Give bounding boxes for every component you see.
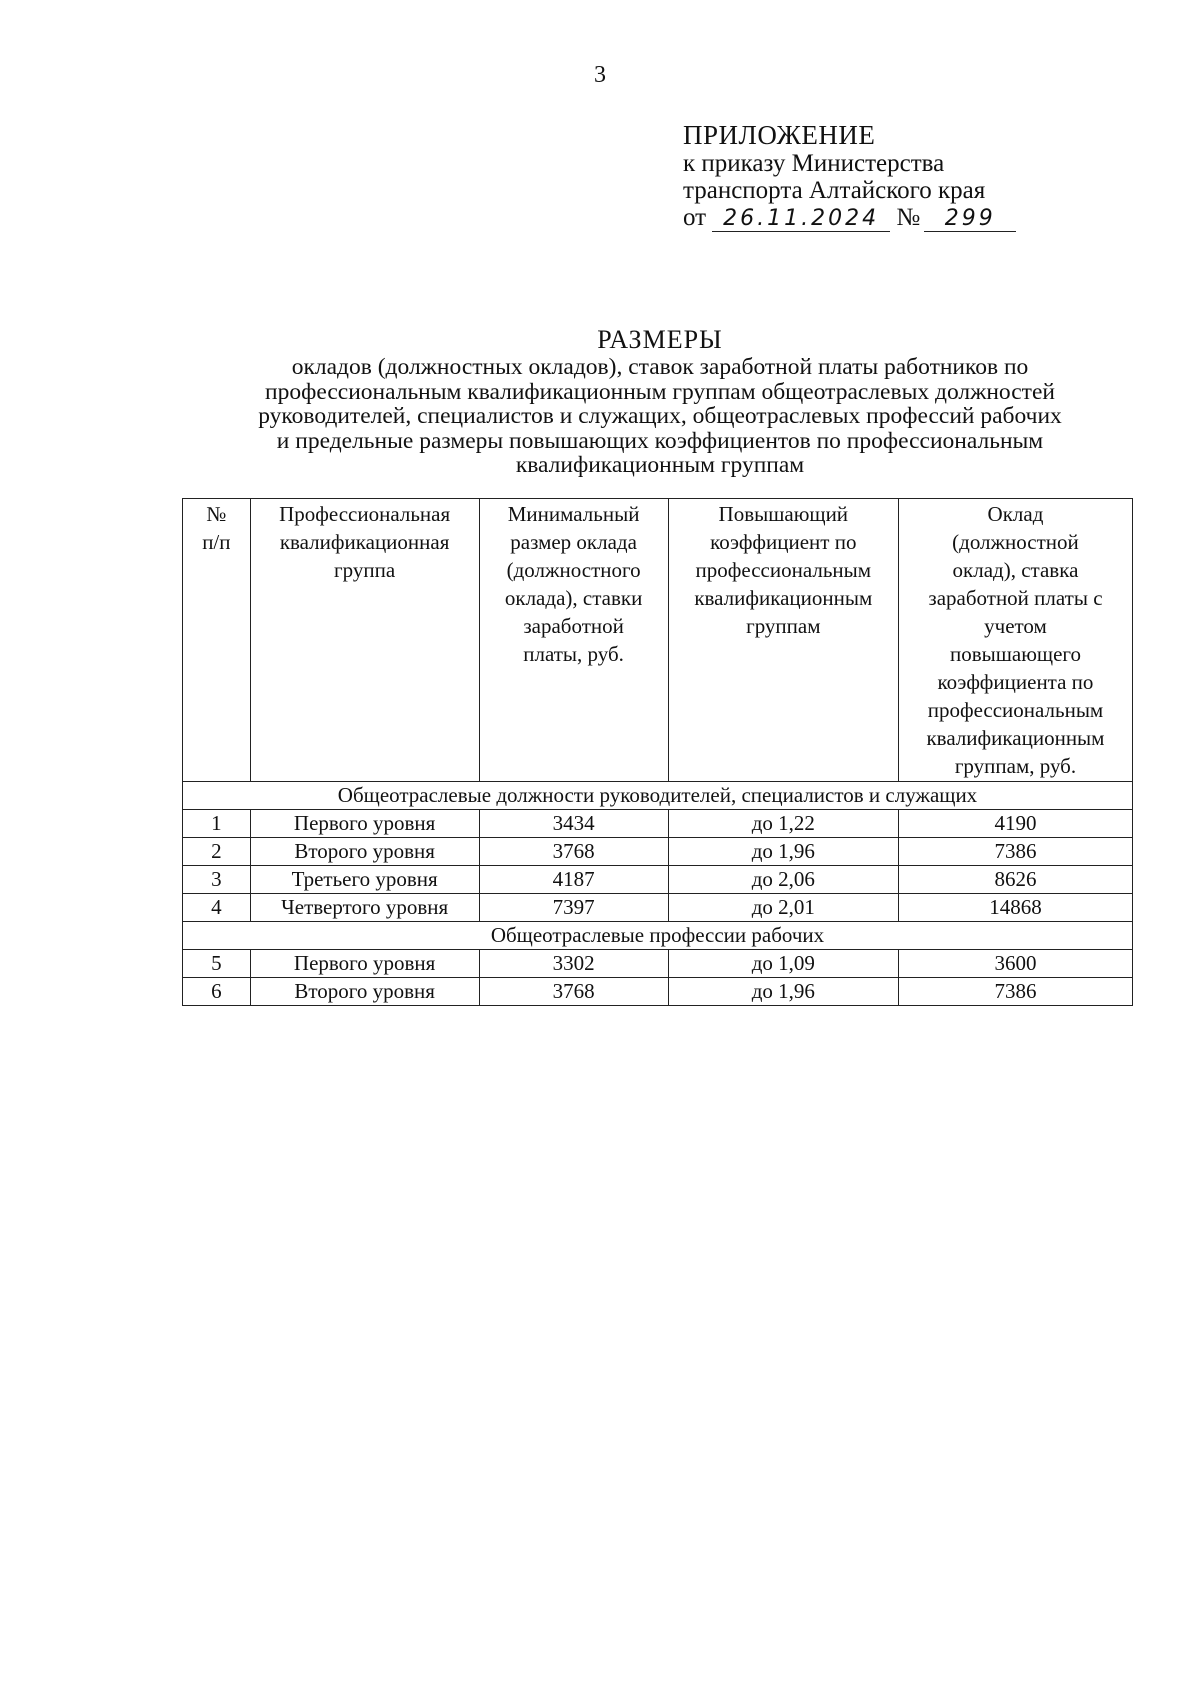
table-row (183, 950, 1133, 978)
header-text: платы, руб. (523, 642, 624, 666)
cell-salary: 7386 (898, 978, 1132, 1006)
subtitle-line: руководителей, специалистов и служащих, общеотраслевых профессий рабочих (258, 403, 1062, 429)
cell-num: 3 (183, 866, 251, 894)
cell-coefficient: до 1,09 (668, 950, 898, 978)
cell-group: Третьего уровня (250, 866, 479, 894)
table-row (183, 838, 1133, 866)
cell-salary: 8626 (898, 866, 1132, 894)
subtitle-line: профессиональным квалификационным группам общеотраслевых должностей (265, 378, 1055, 405)
header-text: квалификационным (926, 726, 1105, 750)
table-row (183, 894, 1133, 922)
table-row (183, 978, 1133, 1006)
cell-coefficient: до 2,01 (668, 894, 898, 922)
cell-group: Второго уровня (250, 978, 479, 1006)
cell-salary: 14868 (898, 894, 1132, 922)
table-header-row (183, 499, 1133, 782)
table-row (183, 866, 1133, 894)
cell-min-salary: 3302 (479, 950, 668, 978)
cell-coefficient: до 2,06 (668, 866, 898, 894)
cell-num: 6 (183, 978, 251, 1006)
header-text: повышающего (949, 642, 1081, 666)
appendix-block (683, 122, 1083, 232)
number-prefix: № (896, 204, 921, 231)
header-text: Оклад (987, 502, 1044, 526)
cell-coefficient: до 1,22 (668, 810, 898, 838)
section-row (183, 922, 1133, 950)
header-text: квалификационная (279, 530, 450, 554)
header-text: заработной платы с (928, 586, 1103, 610)
header-text: Минимальный (507, 502, 640, 526)
header-group (250, 499, 479, 782)
subtitle-line: окладов (должностных окладов), ставок заработной платы работников по (291, 354, 1029, 380)
section-title: Общеотраслевые профессии рабочих (183, 922, 1133, 950)
header-text: группам (746, 614, 821, 638)
cell-min-salary: 3768 (479, 978, 668, 1006)
header-text: профессиональным (695, 558, 872, 582)
order-date: 26.11.2024 (712, 207, 890, 232)
header-text: п/п (202, 530, 231, 554)
cell-num: 5 (183, 950, 251, 978)
header-salary (898, 499, 1132, 782)
header-text: оклада), ставки (504, 586, 643, 610)
section-row (183, 782, 1133, 810)
header-text: группа (334, 558, 396, 582)
cell-min-salary: 3768 (479, 838, 668, 866)
cell-group: Второго уровня (250, 838, 479, 866)
cell-salary: 4190 (898, 810, 1132, 838)
appendix-line-2: транспорта Алтайского края (683, 177, 986, 204)
cell-coefficient: до 1,96 (668, 838, 898, 866)
section-title: Общеотраслевые должности руководителей, специалистов и служащих (183, 782, 1133, 810)
cell-min-salary: 7397 (479, 894, 668, 922)
cell-num: 2 (183, 838, 251, 866)
cell-group: Первого уровня (250, 810, 479, 838)
header-text: (должностной (952, 530, 1079, 554)
header-text: Повышающий (718, 502, 849, 526)
document-heading (160, 325, 1160, 478)
header-text: коэффициента по (937, 670, 1094, 694)
cell-min-salary: 3434 (479, 810, 668, 838)
header-num (183, 499, 251, 782)
page-number: 3 (594, 62, 606, 88)
header-coefficient (668, 499, 898, 782)
header-text: заработной (523, 614, 624, 638)
header-text: (должностного (506, 558, 641, 582)
appendix-title: ПРИЛОЖЕНИЕ (683, 120, 876, 150)
document-subtitle (160, 355, 1160, 478)
subtitle-line: квалификационным группам (515, 452, 805, 478)
cell-group: Первого уровня (250, 950, 479, 978)
header-text: размер оклада (510, 530, 637, 554)
header-text: оклад), ставка (952, 558, 1079, 582)
header-min-salary (479, 499, 668, 782)
header-text: группам, руб. (954, 754, 1077, 778)
cell-min-salary: 4187 (479, 866, 668, 894)
header-text: № (206, 502, 227, 526)
date-prefix: от (683, 204, 707, 231)
header-text: коэффициент по (710, 530, 857, 554)
appendix-line-1: к приказу Министерства (683, 150, 945, 177)
cell-salary: 3600 (898, 950, 1132, 978)
header-text: учетом (984, 614, 1047, 638)
cell-coefficient: до 1,96 (668, 978, 898, 1006)
cell-group: Четвертого уровня (250, 894, 479, 922)
order-line (683, 204, 1083, 232)
order-number: 299 (924, 207, 1016, 232)
subtitle-line: и предельные размеры повышающих коэффициентов по профессиональным (276, 427, 1044, 454)
header-text: квалификационным (694, 586, 873, 610)
salary-table (182, 498, 1133, 1006)
table-row (183, 810, 1133, 838)
cell-num: 1 (183, 810, 251, 838)
header-text: Профессиональная (279, 502, 451, 526)
cell-num: 4 (183, 894, 251, 922)
document-title: РАЗМЕРЫ (597, 325, 723, 354)
cell-salary: 7386 (898, 838, 1132, 866)
header-text: профессиональным (927, 698, 1104, 722)
